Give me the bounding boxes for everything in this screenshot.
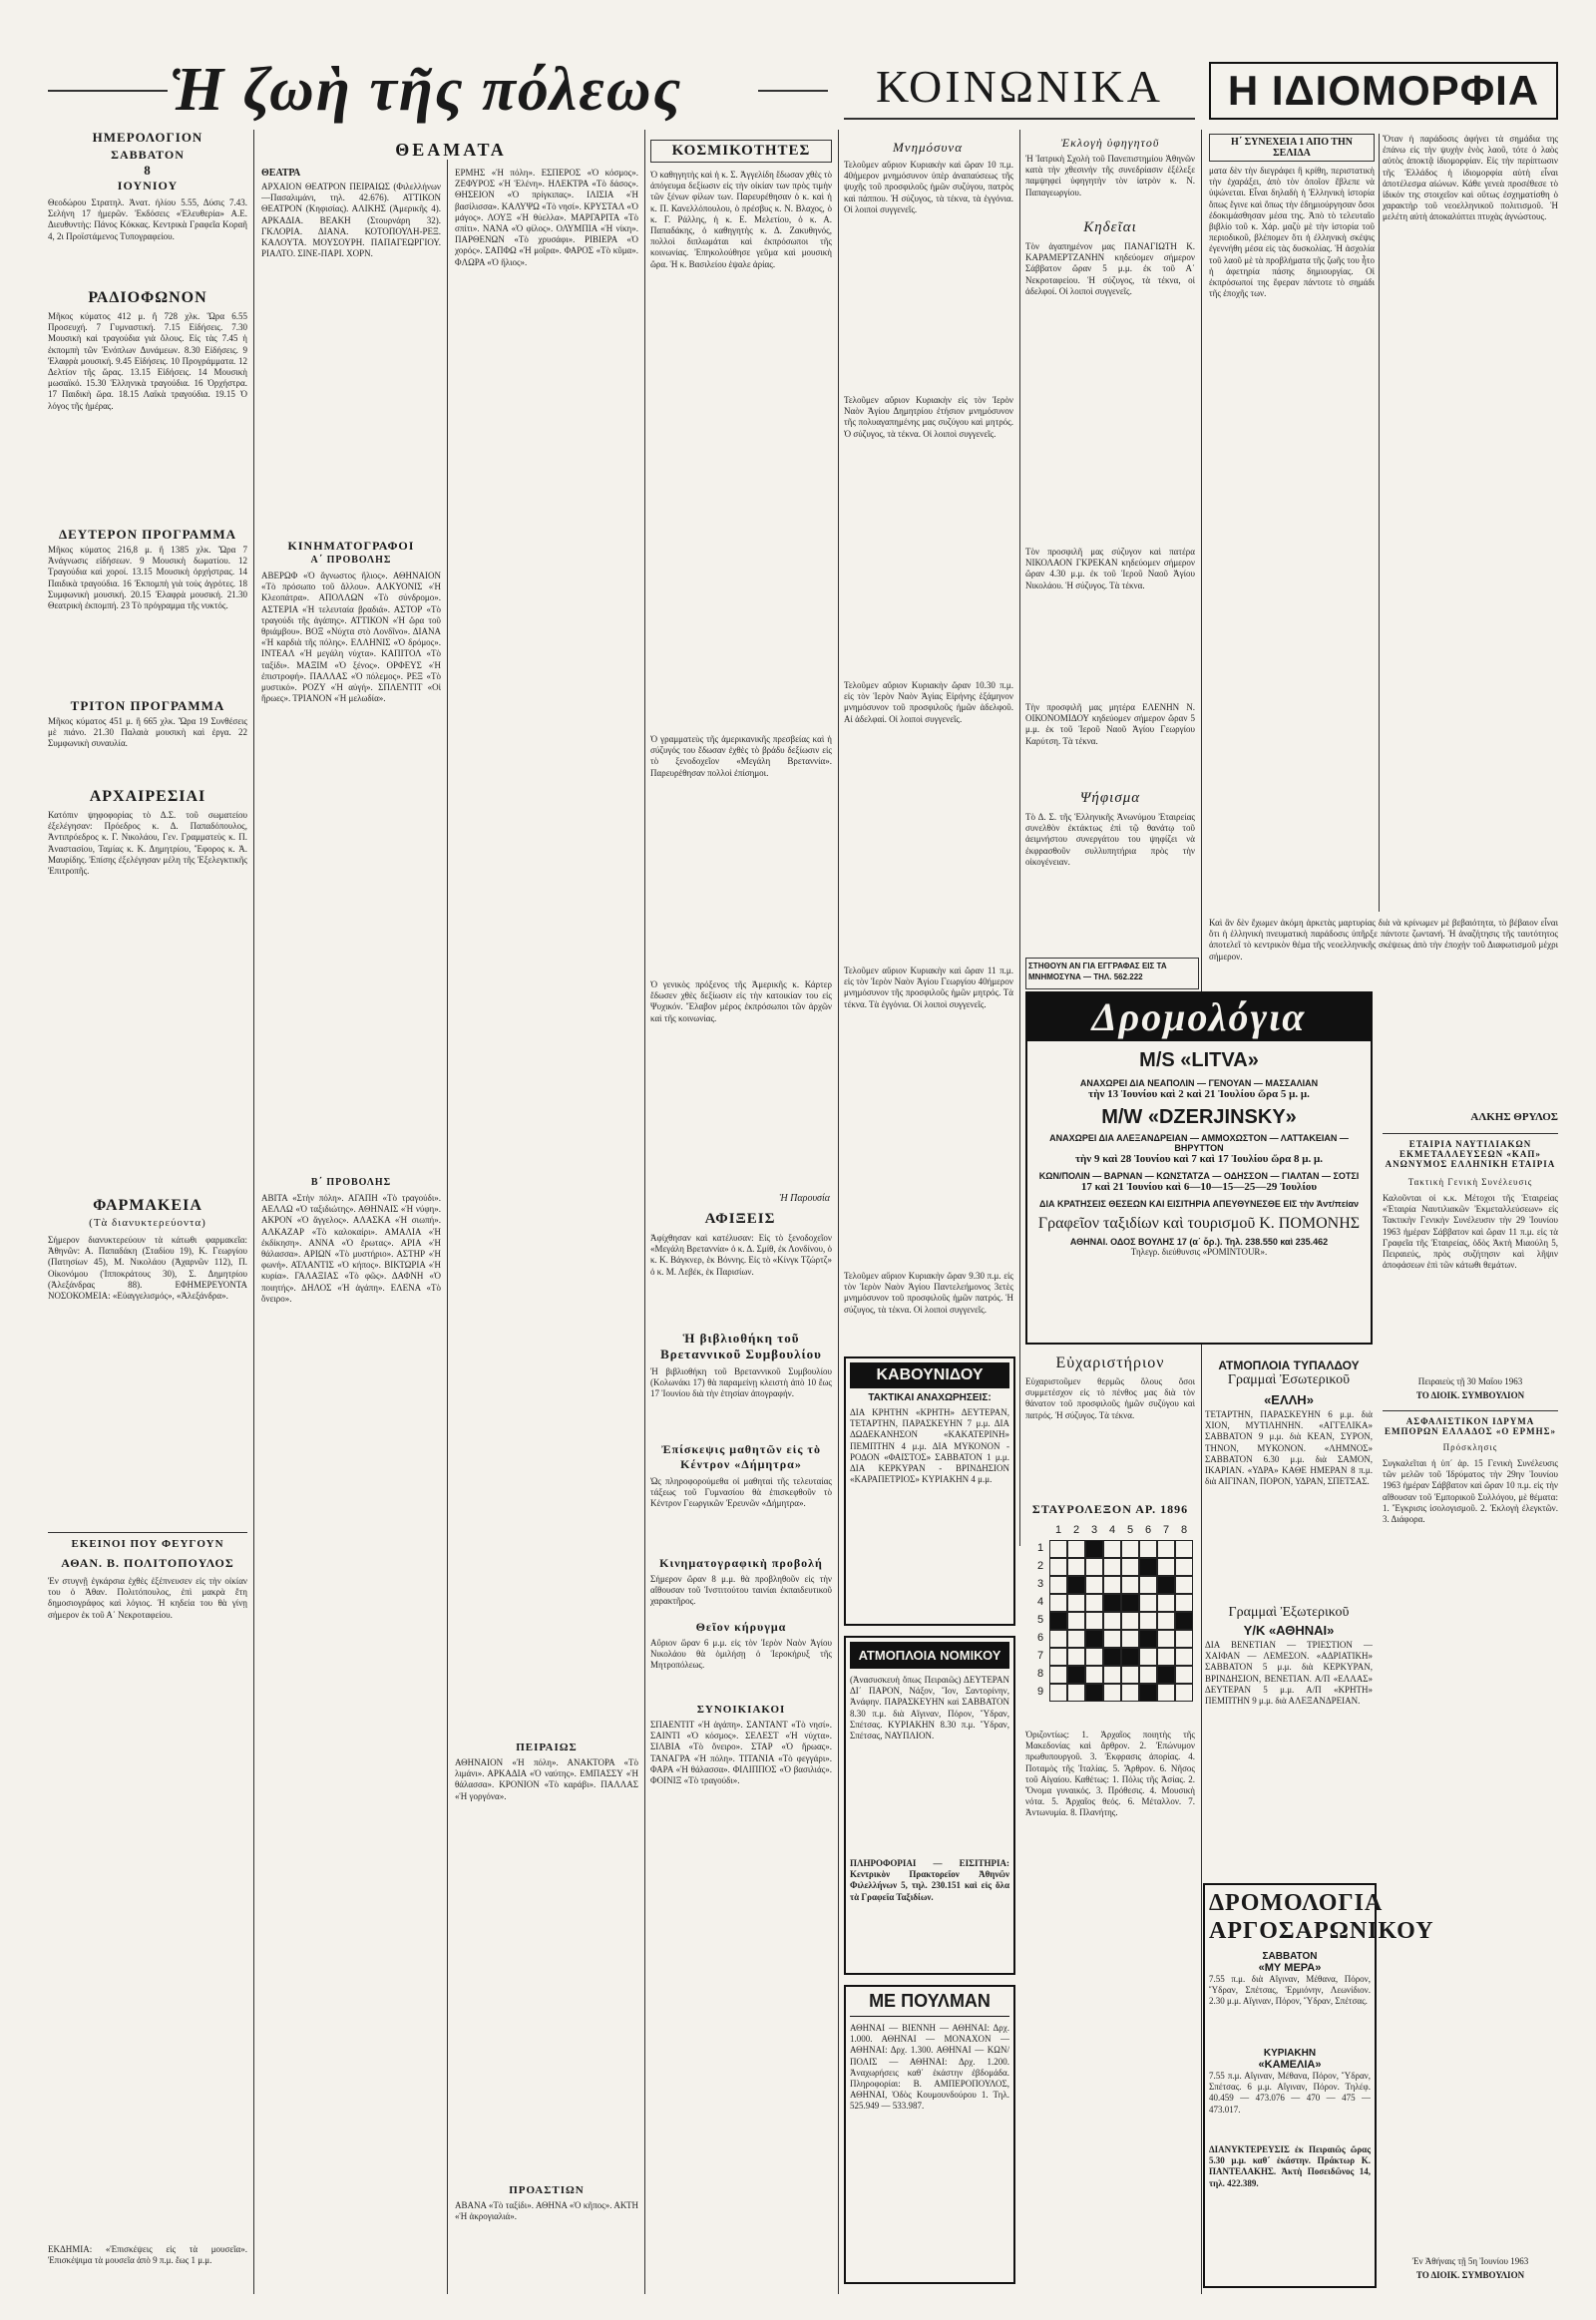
crossword-column-number: 5 [1126, 1524, 1134, 1536]
idiomorfia-heading: Η ΙΔΙΟΜΟΡΦΙΑ [1227, 67, 1540, 114]
crossword-cell [1157, 1612, 1175, 1630]
library-heading: Ἡ βιβλιοθήκη τοῦ Βρεταννικοῦ Συμβουλίου [660, 1331, 822, 1361]
ship1-route: ΑΝΑΧΩΡΕΙ ΔΙΑ ΝΕΑΠΟΛΙΝ — ΓΕΝΟΥΑΝ — ΜΑΣΣΑΛΙΑΝ [1079, 1078, 1319, 1088]
argosaronikou-text1: 7.55 π.μ. διὰ Αἴγιναν, Μέθανα, Πόρον, Ὕδραν, Σπέτσας, Ἑρμιόνην, Λεωνίδιον. 2.30 μ.μ. Αἴγιναν, Πόρον, Ὕδραν, Σπέτσας. [1209, 1974, 1371, 2007]
crossword-cell [1085, 1630, 1103, 1648]
crossword-cell [1049, 1684, 1067, 1702]
spectacles-heading: ΘΕΑΜΑΤΑ [395, 140, 507, 160]
arrivals-text: Ἀφίχθησαν καὶ κατέλυσαν: Εἰς τὸ ξενοδοχεῖον «Μεγάλη Βρεταννία» ὁ κ. Δ. Σμίθ, ἐκ Λονδίνου, ὁ κ. Κ. Βάγκνερ, ἐκ Βόννης. Εἰς τὸ «Κίνγκ Τζώρτζ» ὁ κ. Μ. Λεβέκ, ἐκ Παρισίων. [650, 1233, 832, 1277]
crossword-cell [1103, 1648, 1121, 1666]
col-rule-3 [644, 130, 645, 2294]
pharmacies-heading: ΦΑΡΜΑΚΕΙΑ [93, 1197, 202, 1214]
insurance-heading: ΑΣΦΑΛΙΣΤΙΚΟΝ ΙΔΡΥΜΑ ΕΜΠΟΡΩΝ ΕΛΛΑΔΟΣ «Ο ΕΡΜΗΣ» [1384, 1416, 1557, 1436]
crossword-cell [1157, 1558, 1175, 1576]
crossword-cell [1049, 1594, 1067, 1612]
crossword-column-number: 6 [1144, 1524, 1152, 1536]
crossword-cell [1157, 1630, 1175, 1648]
theatre-text: ΑΡΧΑΙΟΝ ΘΕΑΤΡΟΝ ΠΕΙΡΑΙΩΣ (Φιλελλήνων—Πασαλιμάνι, τηλ. 42.676). ΑΤΤΙΚΟΝ ΘΕΑΤΡΟΝ (Κηφισίας). ΑΛΙΚΗΣ (Ἀμερικῆς 4). ΑΡΚΑΔΙΑ. ΒΕΑΚΗ (Στουρνάρη 32). ΓΚΛΟΡΙΑ. ΔΙΑΝΑ. ΚΟΤΟΠΟΥΛΗ-ΡΕΞ. ΚΑΛΟΥΤΑ. ΜΟΥΣΟΥΡΗ. ΠΑΠΑΓΕΩΡΓΙΟΥ. ΡΙΑΛΤΟ. ΣΙΝΕ-ΠΑΡΙ. ΧΟΡΝ. [261, 182, 441, 259]
crossword-cell [1067, 1558, 1085, 1576]
route3-dates: 17 καὶ 21 Ἰουνίου καὶ 6—10—15—25—29 Ἰουλίου [1080, 1181, 1318, 1193]
company-rule [1383, 1133, 1558, 1134]
crossword-cell [1121, 1630, 1139, 1648]
argosaronikou-text2: 7.55 π.μ. Αἴγιναν, Μέθανα, Πόρον, Ὕδραν, Σπέτσας. 6 μ.μ. Αἴγιναν, Πόρον. Τηλέφ. 40.459 — 473.076 — 470 — 475 — 473.017. [1209, 2071, 1371, 2115]
memorial-text: Τελοῦμεν αὔριον Κυριακὴν καὶ ὥραν 10 π.μ. 40ήμερον μνημόσυνον ὑπὲρ ἀναπαύσεως τῆς ψυχῆς τοῦ προσφιλοῦς ἡμῶν συζύγου, πατρὸς καὶ πάππου. Ἡ σύζυγος, τὰ τέκνα, τὰ ἐγγόνια. Οἱ λοιποὶ συγγενεῖς. [844, 160, 1013, 214]
insurance-rule [1383, 1410, 1558, 1411]
crossword-cell [1103, 1666, 1121, 1684]
visit-heading: Ἐπίσκεψις μαθητῶν εἰς τὸ Κέντρον «Δήμητρα» [661, 1442, 821, 1471]
typaldou-sub: Γραμμαὶ Ἐσωτερικοῦ [1227, 1372, 1351, 1387]
crossword-cell [1067, 1612, 1085, 1630]
second-program-text: Μῆκος κύματος 216,8 μ. ἢ 1385 χλκ. Ὥρα 7 Ἀνάγνωσις εἰδήσεων. 9 Μουσικὴ δωματίου. 12 Τραγούδια καὶ χοροί. 13.15 Μουσικὴ ὀρχήστρας. 14 Παιδικὰ τραγούδια. 16 Ἐκπομπὴ γιὰ τοὺς ἀγρότες. 18 Συμφωνικὴ μουσική. 20.15 Ἐλαφρὰ μουσική. 21.30 Θεατρικὴ ἐκπομπή. 23 Τὸ πρόγραμμα τῆς νυκτός. [48, 545, 247, 611]
calendar-text: Θεοδώρου Στρατηλ. Ἀνατ. ἡλίου 5.55, Δύσις 7.43. Σελήνη 17 ἡμερῶν. Ἐκδόσεις «Ἐλευθερία» Α.Ε. Διευθυντὴς: Πάνος Κόκκας. Κεντρικὰ Γραφεῖα Κοραῆ 4, 2ι Προϊστάμενος Τυπογραφείου. [48, 197, 247, 241]
crossword-row-number: 9 [1036, 1686, 1044, 1698]
sermon-heading: Θεῖον κήρυγμα [695, 1620, 787, 1634]
third-program-text: Μῆκος κύματος 451 μ. ἢ 665 χλκ. Ὥρα 19 Συνθέσεις μὲ πιάνο. 21.30 Παλαιὰ μουσικὴ καὶ ἐργα. 22 Συμφωνικὴ συναυλία. [48, 716, 247, 749]
masthead-left-rule [48, 90, 168, 92]
crossword-cell [1085, 1576, 1103, 1594]
elections-heading: ΑΡΧΑΙΡΕΣΙΑΙ [89, 788, 206, 805]
argosaronikou-day2: ΚΥΡΙΑΚΗΝ [1263, 2048, 1317, 2059]
crossword-cell [1175, 1558, 1193, 1576]
crossword-cell [1157, 1684, 1175, 1702]
col-rule-2a [447, 160, 448, 2294]
ship1-dates: τὴν 13 Ἰουνίου καὶ 2 καὶ 21 Ἰουλίου ὥρα 5 μ. μ. [1088, 1088, 1310, 1100]
poulman-title: ΜΕ ΠΟΥΛΜΑΝ [850, 1991, 1009, 2017]
crossword-cell [1049, 1558, 1067, 1576]
crossword-cell [1103, 1594, 1121, 1612]
crossword-cell [1103, 1612, 1121, 1630]
crossword-cell [1121, 1540, 1139, 1558]
crossword-cell [1175, 1648, 1193, 1666]
crossword-cell [1067, 1540, 1085, 1558]
nomikos-brand: ΑΤΜΟΠΛΟΙΑ ΝΟΜΙΚΟΥ [850, 1642, 1009, 1669]
suburbs-heading: ΠΡΟΑΣΤΙΩΝ [509, 2184, 585, 2196]
crossword-row-numbers [1033, 1540, 1047, 1720]
elections-text: Κατόπιν ψηφοφορίας τὸ Δ.Σ. τοῦ σωματείου ἐξελέγησαν: Πρόεδρος κ. Δ. Παπαδόπουλος, Ἀντιπρόεδρος κ. Γ. Νικολάου, Γεν. Γραμματεὺς κ. Π. Ἀναστασίου, Ταμίας κ. Κ. Δημητρίου, Ἔφορος κ. Ἀ. Μαυρίδης. Ἐπίσης ἐξελέγησαν μέλη τῆς Ἐξελεγκτικῆς Ἐπιτροπῆς. [48, 810, 247, 877]
crossword-cell [1085, 1684, 1103, 1702]
crossword-row-number: 7 [1036, 1650, 1044, 1662]
social-events-heading: ΚΟΣΜΙΚΟΤΗΤΕΣ [650, 140, 832, 163]
kavounidis-ad [844, 1356, 1015, 1626]
suburbs-text: ΑΒΑΝΑ «Τὸ ταξίδι». ΑΘΗΝΑ «Ὁ κῆπος». ΑΚΤΗ «Ἡ ἀκρογιαλιά». [455, 2200, 638, 2222]
idiomorfia-sub: Η΄ ΣΥΝΕΧΕΙΑ 1 ΑΠΟ ΤΗΝ ΣΕΛΙΔΑ [1209, 134, 1375, 162]
insurance-subheading: Πρόσκλησις [1442, 1442, 1498, 1452]
typaldou-sub2: Γραμμαὶ Ἐξωτερικοῦ [1228, 1605, 1350, 1620]
crossword-cell [1157, 1666, 1175, 1684]
crossword-cell [1067, 1594, 1085, 1612]
insurance-date: Ἐν Ἀθήναις τῇ 5η Ἰουνίου 1963 [1411, 2256, 1529, 2266]
crossword-cell [1067, 1630, 1085, 1648]
pharmacies-text: Σήμερον διανυκτερεύουν τὰ κάτωθι φαρμακεῖα: Ἀθηνῶν: Α. Παπαδάκη (Σταδίου 19), Κ. Γεωργίου (Πατησίων 45), Μ. Νικολάου (Ἀχαρνῶν 112), Π. Οἰκονόμου (Ἱπποκράτους 30), Σ. Δημητρίου (Ἀλεξάνδρας 88). ΕΦΗΜΕΡΕΥΟΝΤΑ ΝΟΣΟΚΟΜΕΙΑ: «Εὐαγγελισμός», «Ἀλεξάνδρα». [48, 1235, 247, 1302]
memorial-text-4: Τελοῦμεν αὔριον Κυριακὴν καὶ ὥραν 11 π.μ. εἰς τὸν Ἱερὸν Ναὸν Ἁγίου Γεωργίου 40ήμερον μνημόσυνον τῆς προσφιλοῦς ἡμῶν μητρός. Τὰ τέκνα. Τὰ ἐγγόνια. Οἱ λοιποὶ συγγενεῖς. [844, 966, 1013, 1009]
presence-label: Ἡ Παρουσία [779, 1193, 830, 1204]
crossword-cell [1139, 1576, 1157, 1594]
crossword-cell [1049, 1630, 1067, 1648]
thanks-heading: Εὐχαριστήριον [1055, 1354, 1165, 1371]
route3-line: ΚΩΝ/ΠΟΛΙΝ — ΒΑΡΝΑΝ — ΚΩΝΣΤΑΤΖΑ — ΟΔΗΣΣΟΝ — ΓΙΑΛΤΑΝ — ΣΟΤΣΙ [1038, 1171, 1360, 1181]
crossword-column-numbers [1049, 1524, 1193, 1538]
crossword-row-number: 8 [1036, 1668, 1044, 1680]
dromologia-heading: Δρομολόγια [1027, 993, 1371, 1041]
agency-address: ΑΘΗΝΑΙ. ΟΔΟΣ ΒΟΥΛΗΣ 17 (α΄ ὄρ.). Τηλ. 238.550 καὶ 235.462 [1069, 1237, 1329, 1247]
argosaronikou-ship1: «ΜΥ ΜΕΡΑ» [1258, 1962, 1322, 1974]
crossword-cell [1157, 1540, 1175, 1558]
radio-heading: ΡΑΔΙΟΦΩΝΟΝ [88, 289, 207, 306]
crossword-cell [1175, 1576, 1193, 1594]
social-heading-rule [844, 118, 1195, 120]
crossword-row-number: 1 [1036, 1542, 1044, 1554]
piraeus-text: ΑΘΗΝΑΙΟΝ «Ἡ πόλη». ΑΝΑΚΤΟΡΑ «Τὸ λιμάνι». ΑΡΚΑΔΙΑ «Ὁ ναύτης». ΕΜΠΑΣΣΥ «Ἡ θάλασσα». ΚΡΟΝΙΟΝ «Τὸ καράβι». ΠΑΛΛΑΣ «Ἡ γοργόνα». [455, 1757, 638, 1801]
notice-text: ΣΤΗΘΟΥΝ ΑΝ ΓΙΑ ΕΓΓΡΑΦΑΣ ΕΙΣ ΤΑ ΜΝΗΜΟΣΥΝΑ — ΤΗΛ. 562.222 [1028, 962, 1167, 981]
crossword-cell [1121, 1576, 1139, 1594]
resolution-text: Τὸ Δ. Σ. τῆς Ἑλληνικῆς Ἀνωνύμου Ἐταιρείας συνελθὸν ἐκτάκτως ἐπὶ τῷ θανάτῳ τοῦ ἀειμνήστου συνεργάτου του ψηφίζει νὰ ἐκφρασθοῦν συλλυπητήρια πρὸς τὴν οἰκογένειαν. [1025, 812, 1195, 867]
election-text: Ἡ Ἰατρικὴ Σχολὴ τοῦ Πανεπιστημίου Ἀθηνῶν κατὰ τὴν χθεσινὴν τῆς συνεδρίασιν ἐξέλεξε παμψηφεὶ ὑφηγητὴν τὸν ἰατρὸν κ. Ν. Παπαγεωργίου. [1025, 154, 1195, 197]
nomikos-text: (Ἀνασυσκευὴ ὅπως Πειραιῶς) ΔΕΥΤΕΡΑΝ ΔΙ΄ ΠΑΡΟΝ, Νάξον, Ἴον, Σαντορίνην, Ἀνάφην. ΠΑΡΑΣΚΕΥΗΝ καὶ ΣΑΒΒΑΤΟΝ 8.30 π.μ. διὰ Αἴγιναν, Πόρον, Ὕδραν, Σπέτσας. ΚΥΡΙΑΚΗΝ 8.30 π.μ. Ὕδραν, Σπέτσας, ΝΑΥΠΛΙΟΝ. [850, 1675, 1009, 1741]
crossword-cell [1139, 1612, 1157, 1630]
typaldou-title: ΑΤΜΟΠΛΟΙΑ ΤΥΠΑΛΔΟΥ [1218, 1358, 1360, 1372]
cine-heading: Κινηματογραφικὴ προβολή [659, 1556, 823, 1570]
crossword-cell [1121, 1666, 1139, 1684]
col-rule-1 [253, 130, 254, 2294]
crossword-cell [1067, 1684, 1085, 1702]
masthead-right-rule [758, 90, 828, 92]
social-events-text-2: Ὁ γραμματεὺς τῆς ἀμερικανικῆς πρεσβείας καὶ ἡ σύζυγός του ἔδωσαν ἐχθὲς τὸ βράδυ δεξίωσιν εἰς τὸ ξενοδοχεῖον «Μεγάλη Βρεταννία». Παρευρέθησαν πολλοὶ ἐπίσημοι. [650, 734, 832, 778]
nomikos-ad [844, 1636, 1015, 1975]
crossword-cell [1139, 1630, 1157, 1648]
crossword-cell [1085, 1648, 1103, 1666]
idiomorfia-text-3: Καὶ ἂν δὲν ἔχωμεν ἀκόμη ἀρκετὰς μαρτυρίας διὰ νὰ κρίνωμεν μὲ βεβαιότητα, τὸ βέβαιον εἶναι ὅτι ἡ ἑλληνικὴ πνευματικὴ παράδοσις ὑπῆρξε πάντοτε ζωντανή. Ἡ ἀναζήτησις τῆς ταυτότητος ἀποτελεῖ τὸ κεντρικὸν θέμα τῆς νεοελληνικῆς σκέψεως ἀπὸ τὴν ἐποχὴν τοῦ Διαφωτισμοῦ μέχρι σήμερον. [1209, 918, 1558, 962]
argosaronikou-title: ΔΡΟΜΟΛΟΓΙΑ ΑΡΓΟΣΑΡΩΝΙΚΟΥ [1209, 1890, 1434, 1944]
resolution-heading: Ψήφισμα [1079, 790, 1141, 806]
masthead-title: Ἡ ζωὴ τῆς πόλεως [170, 56, 683, 124]
funerals-text-3: Τὴν προσφιλῆ μας μητέρα ΕΛΕΝΗΝ Ν. ΟΙΚΟΝΟΜΙΔΟΥ κηδεύομεν σήμερον ὥραν 5 μ.μ. ἐκ τοῦ Ἱεροῦ Ναοῦ Ἁγίου Γεωργίου Καρύτση. Τὰ τέκνα. [1025, 702, 1195, 746]
cinema-b-heading: Β΄ ΠΡΟΒΟΛΗΣ [310, 1177, 392, 1188]
calendar-title: ΗΜΕΡΟΛΟΓΙΟΝ [92, 130, 203, 145]
crossword-column-number: 1 [1054, 1524, 1062, 1536]
crossword-cell [1139, 1558, 1157, 1576]
col-rule-5 [1019, 130, 1020, 1546]
crossword-cell [1103, 1630, 1121, 1648]
pharmacies-subheading: (Τὰ διανυκτερεύοντα) [89, 1217, 206, 1229]
typaldou-text2: ΔΙΑ ΒΕΝΕΤΙΑΝ — ΤΡΙΕΣΤΙΟΝ — ΧΑΙΦΑΝ — ΛΕΜΕΣΟΝ. «ΑΔΡΙΑΤΙΚΗ» ΣΑΒΒΑΤΟΝ 5 μ.μ. διὰ ΚΕΡΚΥΡΑΝ, ΒΡΙΝΔΗΣΙΟΝ, ΒΕΝΕΤΙΑΝ. Α/Π «ΕΛΛΑΣ» ΔΕΥΤΕΡΑΝ 5 μ.μ. Α/Π «ΚΡΗΤΗ» ΠΕΜΠΤΗΝ 9 μ.μ. διὰ ΑΛΕΞΑΝΔΡΕΙΑΝ. [1205, 1640, 1373, 1707]
crossword-column-number: 4 [1108, 1524, 1116, 1536]
crossword-cell [1067, 1648, 1085, 1666]
col1-footer: ΕΚΔΗΜΙΑ: «Ἐπισκέψεις εἰς τὰ μουσεῖα». Ἐπισκέψιμα τὰ μουσεῖα ἀπὸ 9 π.μ. ἕως 1 μ.μ. [48, 2244, 247, 2266]
visit-text: Ὡς πληροφορούμεθα οἱ μαθηταὶ τῆς τελευταίας τάξεως τοῦ Γυμνασίου θὰ ἐπισκεφθοῦν τὸ Κέντρον Γεωργικῶν Ἐρευνῶν «Δήμητρα». [650, 1476, 832, 1509]
calendar-day: ΣΑΒΒΑΤΟΝ [111, 148, 185, 162]
company-text: Καλοῦνται οἱ κ.κ. Μέτοχοι τῆς Ἑταιρείας «Ἑταιρία Ναυτιλιακῶν Ἐκμεταλλεύσεων» εἰς Τακτικὴν Γενικὴν Συνέλευσιν τὴν 29 Ἰουνίου 1963 ἡμέραν Σάββατον καὶ ὥραν 11 π.μ. εἰς τὰ Γραφεῖα τῆς Ἑταιρείας, ὁδὸς Ἀκτὴ Μιαούλη 5, Πειραιεύς, πρὸς συζήτησιν καὶ λῆψιν ἀποφάσεων ἐπὶ τῶν κάτωθι θεμάτων. [1383, 1193, 1558, 1271]
funerals-text: Τὸν ἀγαπημένον μας ΠΑΝΑΓΙΩΤΗ Κ. ΚΑΡΑΜΕΡΤΖΑΝΗΝ κηδεύομεν σήμερον Σάββατον ὥραν 5 μ.μ. ἐκ τοῦ Α΄ Νεκροταφείου. Ἡ σύζυγος, τὰ τέκνα, οἱ ἀδελφοί. Οἱ λοιποὶ συγγενεῖς. [1025, 241, 1195, 296]
crossword-cell [1085, 1594, 1103, 1612]
crossword-cell [1103, 1558, 1121, 1576]
funerals-heading: Κηδεῖαι [1083, 219, 1137, 235]
crossword-cell [1103, 1540, 1121, 1558]
library-text: Ἡ βιβλιοθήκη τοῦ Βρεταννικοῦ Συμβουλίου (Κολωνάκι 17) θὰ παραμείνῃ κλειστὴ ἀπὸ 10 ἕως 17 Ἰουνίου διὰ τὴν ἐτησίαν ἀπογραφήν. [650, 1366, 832, 1399]
crossword-heading: ΣΤΑΥΡΟΛΕΞΟΝ ΑΡ. 1896 [1031, 1502, 1189, 1516]
social-events-text-3: Ὁ γενικὸς πρόξενος τῆς Ἀμερικῆς κ. Κάρτερ ἔδωσεν χθὲς δεξίωσιν εἰς τὴν κατοικίαν του εἰς Ψυχικόν. Ἔλαβον μέρος ἐκπρόσωποι τῶν ἀρχῶν καὶ τῆς κοινωνίας. [650, 979, 832, 1023]
depart-heading: ΕΚΕΙΝΟΙ ΠΟΥ ΦΕΥΓΟΥΝ [71, 1538, 224, 1550]
col-rule-4 [838, 130, 839, 2294]
crossword-cell [1139, 1684, 1157, 1702]
kavounidis-sub: ΤΑΚΤΙΚΑΙ ΑΝΑΧΩΡΗΣΕΙΣ: [868, 1392, 992, 1403]
depart-name: ΑΘΑΝ. Β. ΠΟΛΙΤΟΠΟΥΛΟΣ [61, 1556, 234, 1570]
sermon-text: Αὔριον ὥραν 6 μ.μ. εἰς τὸν Ἱερὸν Ναὸν Ἁγίου Νικολάου θὰ ὁμιλήσῃ ὁ Ἱεροκήρυξ τῆς Μητροπόλεως. [650, 1638, 832, 1671]
booking-line: ΔΙΑ ΚΡΑΤΗΣΕΙΣ ΘΕΣΕΩΝ ΚΑΙ ΕΙΣΙΤΗΡΙΑ ΑΠΕΥΘΥΝΕΣΘΕ ΕΙΣ τὴν Ἀντ/πείαν [1038, 1199, 1360, 1209]
idiomorfia-text-1: ματα δὲν τὴν διεγράφει ἢ κρίθη, περιστατικὴ τὴν ἐχαράξει, ἀπὸ τὸν ὁποῖον ἔβλεπε νὰ ὑψώνεται. Εἶναι δηλαδὴ ἡ Ἑλληνικὴ ἱστορία ὅπως ἔγινε καὶ ὅπως τὴν ἐδημιούργησαν ὅσοι ἐδοκιμάσθησαν μέσα της. Ἀπὸ τὸ τελευταῖο βιβλίο τοῦ κ. Χάρ. μαζὺ μὲ τὴν ἱστορία τοῦ περιοδικοῦ, βλέπομεν ὅτι ἡ ἐλληνικὴ σκέψις ἐγεννήθη μέσα εἰς τὰς δυσκολίας. Ἡ ἀσχολία τοῦ λαοῦ μὲ τὰ προβλήματα τῆς ζωῆς του ἦτο ἡ ἀφετηρία πάσης δημιουργίας. Οἱ ἐκπρόσωποί της ἔφεραν πάντοτε τὸ σημάδι τῆς ἐποχῆς των. [1209, 166, 1375, 299]
crossword-cell [1139, 1540, 1157, 1558]
crossword-cell [1085, 1612, 1103, 1630]
cinema-a-heading: Α΄ ΠΡΟΒΟΛΗΣ [310, 555, 392, 566]
argosaronikou-day1: ΣΑΒΒΑΤΟΝ [1262, 1951, 1318, 1962]
second-program-heading: ΔΕΥΤΕΡΟΝ ΠΡΟΓΡΑΜΜΑ [58, 527, 237, 542]
idiomorfia-text-2: Ὅταν ἡ παράδοσις ἀφήνει τὰ σημάδια της ἐπάνω εἰς τὴν ψυχὴν ἑνὸς λαοῦ, τότε ὁ λαὸς αὐτὸς ἀποκτᾷ ἰδιομορφίαν. Εἰς τὴν περίπτωσιν τῆς Ἑλλάδος ἡ ἰδιομορφία αὐτὴ εἶναι ἀποτέλεσμα αἰώνων. Κάθε γενεὰ προσέθεσε τὸ ἰδικόν της στοιχεῖον καὶ οὕτως ἐσχηματίσθη ὁ χαρακτὴρ τοῦ νεοελληνικοῦ πολιτισμοῦ. Ἡ μελέτη αὐτὴ ἀποκαλύπτει πτυχὰς ἀγνώστους. [1383, 134, 1558, 222]
suburban-heading: ΣΥΝΟΙΚΙΑΚΟΙ [696, 1704, 786, 1716]
crossword-cells [1049, 1540, 1193, 1702]
agency-name: Γραφεῖον ταξιδίων καὶ τουρισμοῦ Κ. ΠΟΜΟΝΗΣ [1037, 1215, 1361, 1232]
thanks-text: Εὐχαριστοῦμεν θερμῶς ὅλους ὅσοι συμμετέσχον εἰς τὸ πένθος μας διὰ τὸν θάνατον τοῦ προσφιλοῦς ἡμῶν συζύγου καὶ πατρός. Ἡ σύζυγος. Τὰ τέκνα. [1025, 1376, 1195, 1420]
cine-text: Σήμερον ὥραν 8 μ.μ. θὰ προβληθοῦν εἰς τὴν αἴθουσαν τοῦ Ἰνστιτούτου ταινίαι ἐκπαιδευτικοῦ χαρακτῆρος. [650, 1574, 832, 1607]
ship2-dates: τὴν 9 καὶ 28 Ἰουνίου καὶ 7 καὶ 17 Ἰουλίου ὥρα 8 μ. μ. [1074, 1153, 1324, 1165]
crossword-cell [1085, 1558, 1103, 1576]
memorial-text-3: Τελοῦμεν αὔριον Κυριακὴν ὥραν 10.30 π.μ. εἰς τὸν Ἱερὸν Ναὸν Ἁγίας Εἰρήνης ἑξάμηνον μνημόσυνον τοῦ προσφιλοῦς ἡμῶν ἀδελφοῦ. Αἱ ἀδελφαί. Οἱ λοιποὶ συγγενεῖς. [844, 680, 1013, 724]
argosaronikou-ad [1203, 1883, 1434, 2288]
company-heading: ΕΤΑΙΡΙΑ ΝΑΥΤΙΛΙΑΚΩΝ ΕΚΜΕΤΑΛΛΕΥΣΕΩΝ «ΚΑΠ» ΑΝΩΝΥΜΟΣ ΕΛΛΗΝΙΚΗ ΕΤΑΙΡΙΑ [1385, 1139, 1556, 1169]
crossword-cell [1157, 1594, 1175, 1612]
typaldou-ship: «ΕΛΛΗ» [1264, 1392, 1314, 1407]
crossword-column-number: 3 [1090, 1524, 1098, 1536]
ship2-name: M/W «DZERJINSKY» [1101, 1106, 1297, 1128]
crossword-cell [1139, 1666, 1157, 1684]
depart-rule [48, 1532, 247, 1533]
company-date: Πειραιεὺς τῇ 30 Μαΐου 1963 [1417, 1376, 1523, 1386]
dromologia-box [1025, 991, 1373, 1345]
crossword-column-number: 2 [1072, 1524, 1080, 1536]
calendar-box [48, 130, 247, 259]
crossword-row-number: 4 [1036, 1596, 1044, 1608]
poulman-ad [844, 1985, 1015, 2284]
crossword-cell [1175, 1684, 1193, 1702]
memorial-heading: Μνημόσυνα [892, 140, 964, 155]
memorial-text-5: Τελοῦμεν αὔριον Κυριακὴν ὥραν 9.30 π.μ. εἰς τὸν Ἱερὸν Ναὸν Ἁγίου Παντελεήμονος 3ετὲς μνημόσυνον τοῦ προσφιλοῦς ἡμῶν πατρός. Ἡ σύζυγος, τὰ τέκνα. Οἱ λοιποὶ συγγενεῖς. [844, 1271, 1013, 1315]
crossword-cell [1157, 1648, 1175, 1666]
crossword-column-number: 7 [1162, 1524, 1170, 1536]
crossword-row-number: 2 [1036, 1560, 1044, 1572]
crossword-row-number: 5 [1036, 1614, 1044, 1626]
crossword-cell [1175, 1630, 1193, 1648]
insurance-sign: ΤΟ ΔΙΟΙΚ. ΣΥΜΒΟΥΛΙΟΝ [1415, 2270, 1525, 2280]
crossword-cell [1049, 1576, 1067, 1594]
crossword-cell [1067, 1576, 1085, 1594]
crossword-cell [1121, 1594, 1139, 1612]
crossword-cell [1139, 1594, 1157, 1612]
crossword-cell [1121, 1612, 1139, 1630]
argosaronikou-footer: ΔΙΑΝΥΚΤΕΡΕΥΣΙΣ ἐκ Πειραιῶς ὥρας 5.30 μ.μ. καθ΄ ἑκάστην. Πράκτωρ Κ. ΠΑΝΤΕΛΑΚΗΣ. Ἀκτὴ Ποσειδῶνος 14, τηλ. 422.389. [1209, 2144, 1371, 2188]
ship2-route: ΑΝΑΧΩΡΕΙ ΔΙΑ ΑΛΕΞΑΝΔΡΕΙΑΝ — ΑΜΜΟΧΩΣΤΟΝ — ΛΑΤΤΑΚΕΙΑΝ — ΒΗΡΥΤΤΟΝ [1049, 1133, 1349, 1153]
crossword-column-number: 8 [1180, 1524, 1188, 1536]
suburban-text: ΣΠΑΕΝΤΙΤ «Ἡ ἀγάπη». ΣΑΝΤΑΝΤ «Τὸ νησί». ΣΑΙΝΤΙ «Ὁ κόσμος». ΣΕΛΕΣΤ «Ἡ νύχτα». ΣΙΛΒΙΑ «Τὸ ὄνειρο». ΣΤΑΡ «Ὁ ἥρωας». ΤΑΝΑΓΡΑ «Ἡ πόλη». ΤΙΤΑΝΙΑ «Τὸ φεγγάρι». ΦΑΡΑ «Ἡ θάλασσα». ΦΙΛΙΠΠΟΣ «Ὁ βασιλιάς». ΦΟΙΝΙΞ «Τὸ τραγούδι». [650, 1720, 832, 1786]
arrivals-heading: ΑΦΙΞΕΙΣ [704, 1211, 776, 1227]
company-sign: ΤΟ ΔΙΟΙΚ. ΣΥΜΒΟΥΛΙΟΝ [1415, 1390, 1525, 1400]
typaldou-panel [1201, 1354, 1377, 1873]
cinema-heading: ΚΙΝΗΜΑΤΟΓΡΑΦΟΙ [287, 539, 415, 553]
crossword-cell [1067, 1666, 1085, 1684]
calendar-month: ΙΟΥΝΙΟΥ [117, 179, 179, 193]
insurance-text: Συγκαλεῖται ἡ ὑπ΄ ἀρ. 15 Γενικὴ Συνέλευσις τῶν μελῶν τοῦ Ἰδρύματος τὴν 29ην Ἰουνίου 1963 ἡμέραν Σάββατον καὶ ὥραν 10 π.μ. εἰς τὴν αἴθουσαν τοῦ Ἐμπορικοῦ Συλλόγου, μὲ θέματα: 1. Ἔγκρισις ἰσολογισμοῦ. 2. Ἐκλογὴ ἐλεγκτῶν. 3. Διάφορα. [1383, 1458, 1558, 1525]
crossword-cell [1121, 1558, 1139, 1576]
cinema-c-text: ΕΡΜΗΣ «Ἡ πόλη». ΕΣΠΕΡΟΣ «Ὁ κόσμος». ΖΕΦΥΡΟΣ «Ἡ Ἑλένη». ΗΛΕΚΤΡΑ «Τὸ δάσος». ΘΗΣΕΙΟΝ «Ὁ πρίγκιπας». ΙΛΙΣΙΑ «Ἡ βασίλισσα». ΚΑΛΥΨΩ «Τὸ νησί». ΚΡΥΣΤΑΛ «Ὁ μάγος». ΛΟΥΞ «Ἡ θύελλα». ΜΑΡΓΑΡΙΤΑ «Τὸ σπίτι». ΝΑΝΑ «Ὁ φίλος». ΟΛΥΜΠΙΑ «Ἡ νίκη». ΠΑΡΘΕΝΩΝ «Τὸ χρυσάφι». ΡΙΒΙΕΡΑ «Ὁ χορός». ΣΑΠΦΩ «Ἡ μοῖρα». ΦΑΡΟΣ «Τὸ κῦμα». ΦΛΩΡΑ «Ὁ ἥλιος». [455, 168, 638, 267]
theatre-label: ΘΕΑΤΡΑ [261, 168, 301, 179]
crossword-cell [1049, 1540, 1067, 1558]
crossword-cell [1121, 1684, 1139, 1702]
piraeus-heading: ΠΕΙΡΑΙΩΣ [516, 1741, 578, 1753]
crossword-cell [1103, 1576, 1121, 1594]
cinema-b-text: ΑΒΙΤΑ «Στὴν πόλη». ΑΓΑΠΗ «Τὸ τραγούδι». ΑΕΛΛΩ «Ὁ ταξιδιώτης». ΑΘΗΝΑΙΣ «Ἡ νύφη». ΑΚΡΟΝ «Ὁ ἄγγελος». ΑΛΑΣΚΑ «Ἡ σιωπή». ΑΛΚΑΖΑΡ «Τὸ καλοκαίρι». ΑΜΑΛΙΑ «Ἡ ἐκδίκηση». ΑΝΝΑ «Ὁ ἔρωτας». ΑΡΙΑ «Ἡ θάλασσα». ΑΡΙΩΝ «Τὸ μυστήριο». ΑΣΤΗΡ «Ἡ φωνή». ΑΤΛΑΝΤΙΣ «Ὁ κήπος». ΒΙΚΤΩΡΙΑ «Ἡ κυρία». ΓΑΛΑΞΙΑΣ «Τὸ φῶς». ΔΑΦΝΗ «Ὁ ποιητής». ΔΗΛΟΣ «Ἡ ἀγάπη». ΕΛΕΝΑ «Τὸ ὄνειρο». [261, 1193, 441, 1304]
idiomorfia-author: ΑΛΚΗΣ ΘΡΥΛΟΣ [1470, 1111, 1558, 1123]
crossword-cell [1175, 1666, 1193, 1684]
memorial-text-2: Τελοῦμεν αὔριον Κυριακὴν εἰς τὸν Ἱερὸν Ναὸν Ἁγίου Δημητρίου ἐτήσιον μνημόσυνον τῆς πολυαγαπημένης μας συζύγου καὶ μητρός. Ὁ σύζυγος, τὰ τέκνα. Οἱ λοιποὶ συγγενεῖς. [844, 395, 1013, 439]
kavounidis-text: ΔΙΑ ΚΡΗΤΗΝ «ΚΡΗΤΗ» ΔΕΥΤΕΡΑΝ, ΤΕΤΑΡΤΗΝ, ΠΑΡΑΣΚΕΥΗΝ 7 μ.μ. ΔΙΑ ΔΩΔΕΚΑΝΗΣΟΝ «ΚΑΚΑΤΕΡΙΝΗ» ΠΕΜΠΤΗΝ 4 μ.μ. ΔΙΑ ΜΥΚΟΝΟΝ - ΡΟΔΟΝ «ΦΑΙΣΤΟΣ» ΣΑΒΒΑΤΟΝ 1 μ.μ. ΔΙΑ ΚΕΡΚΥΡΑΝ - ΒΡΙΝΔΗΣΙΟΝ «ΚΑΡΑΠΕΤΡΙΟΣ» ΚΥΡΙΑΚΗΝ 4 μ.μ. [850, 1407, 1009, 1485]
crossword-cell [1157, 1576, 1175, 1594]
nomikos-info: ΠΛΗΡΟΦΟΡΙΑΙ — ΕΙΣΙΤΗΡΙΑ: Κεντρικὸν Πρακτορεῖον Ἀθηνῶν Φιλελλήνων 5, τηλ. 230.151 καὶ εἰς ὅλα τὰ Γραφεῖα Ταξιδίων. [850, 1858, 1009, 1902]
crossword-cell [1049, 1648, 1067, 1666]
argosaronikou-ship2: «ΚΑΜΕΛΙΑ» [1258, 2059, 1322, 2071]
calendar-date: 8 [144, 163, 152, 178]
depart-text: Ἐν στυγνῇ ἐγκάρσια ἐχθὲς ἐξέπνευσεν εἰς τὴν οἰκίαν του ὁ Ἀθαν. Πολιτόπουλος, ἐπὶ μακρὰ ἔτη δημοσιογράφος καὶ λόγιος. Ἡ κηδεία του θὰ γίνῃ σήμερον ἐκ τοῦ Α΄ Νεκροταφείου. [48, 1576, 247, 1620]
agency-telegraph: Τηλεγρ. διεύθυνσις «POMINTOUR». [1130, 1247, 1268, 1257]
kavounidis-brand: ΚΑΒΟΥΝΙΔΟΥ [850, 1362, 1009, 1388]
notice-box [1025, 958, 1199, 989]
crossword-cell [1139, 1648, 1157, 1666]
crossword-cell [1175, 1540, 1193, 1558]
election-heading: Ἐκλογὴ ὑφηγητοῦ [1060, 136, 1160, 150]
typaldou-text: ΤΕΤΑΡΤΗΝ, ΠΑΡΑΣΚΕΥΗΝ 6 μ.μ. διὰ ΧΙΟΝ, ΜΥΤΙΛΗΝΗΝ. «ΑΓΓΕΛΙΚΑ» ΣΑΒΒΑΤΟΝ 9 μ.μ. διὰ ΚΕΑΝ, ΣΥΡΟΝ, ΤΗΝΟΝ, ΜΥΚΟΝΟΝ. «ΛΗΜΝΟΣ» ΣΑΒΒΑΤΟΝ 6.30 μ.μ. διὰ ΣΑΜΟΝ, ΙΚΑΡΙΑΝ. «ΥΔΡΑ» ΚΑΘΕ ΗΜΕΡΑΝ 8 π.μ. διὰ ΑΙΓΙΝΑΝ, ΠΟΡΟΝ, ΥΔΡΑΝ, ΣΠΕΤΣΑΣ. [1205, 1409, 1373, 1487]
social-heading: ΚΟΙΝΩΝΙΚΑ [876, 61, 1163, 112]
typaldou-ship2: Υ/Κ «ΑΘΗΝΑΙ» [1243, 1623, 1335, 1638]
crossword-cell [1085, 1540, 1103, 1558]
crossword-cell [1175, 1612, 1193, 1630]
ship1-name: M/S «LITVA» [1139, 1049, 1259, 1071]
crossword-grid [1033, 1524, 1193, 1724]
social-events-text: Ὁ καθηγητὴς καὶ ἡ κ. Σ. Ἀγγελίδη ἔδωσαν χθὲς τὸ ἀπόγευμα δεξίωσιν εἰς τὴν οἰκίαν των πρὸς τιμὴν τῶν ξένων φίλων των. Παρευρέθησαν ὁ κ. καὶ ἡ κ. Π. Κανελλόπουλου, ὁ πρέσβυς κ. Ν. Βλαχος, ὁ κ. Γ. Ράλλης, ἡ κ. Ε. Μελετίου, ὁ κ. Α. Παπαδάκης, ὁ καθηγητὴς κ. Δ. Ζακυθηνός, πολλοὶ διπλωμάται καὶ ἐκπρόσωποι τῆς κοινωνίας. Ἐπηκολούθησε γεῦμα καὶ μουσικὴ ὥρα. Ἡ κ. Βασιλείου ἐψαλε ἀρίας. [650, 170, 832, 269]
crossword-cell [1085, 1666, 1103, 1684]
crossword-clues: Ὁριζοντίως: 1. Ἀρχαῖος ποιητὴς τῆς Μακεδονίας καὶ ἄρθρον. 2. Ἐπώνυμον πρωθυπουργοῦ. 3. Ἐκφρασις ἀπορίας. 4. Ποταμὸς τῆς Ἰταλίας. 5. Ἄρθρον. 6. Νῆσος τοῦ Αἰγαίου. Καθέτως: 1. Πόλις τῆς Ἀσίας. 2. Ὄνομα γυναικός. 3. Πρόθεσις. 4. Μουσικὴ νότα. 5. Ἀρχαῖος θεός. 6. Μέταλλον. 7. Ἀντωνυμία. 8. Πλανήτης. [1025, 1730, 1195, 1818]
crossword-cell [1121, 1648, 1139, 1666]
col-rule-7 [1379, 134, 1380, 912]
crossword-row-number: 3 [1036, 1578, 1044, 1590]
crossword-cell [1049, 1666, 1067, 1684]
funerals-text-2: Τὸν προσφιλῆ μας σύζυγον καὶ πατέρα ΝΙΚΟΛΑΟΝ ΓΚΡΕΚΑΝ κηδεύομεν σήμερον ὥραν 4.30 μ.μ. ἐκ τοῦ Ἱεροῦ Ναοῦ Ἁγίου Νικολάου. Ἡ σύζυγος. Τὰ τέκνα. [1025, 547, 1195, 590]
crossword-cell [1049, 1612, 1067, 1630]
crossword-row-number: 6 [1036, 1632, 1044, 1644]
crossword-cell [1103, 1684, 1121, 1702]
company-subheading: Τακτικὴ Γενικὴ Συνέλευσις [1407, 1177, 1533, 1187]
crossword-cell [1175, 1594, 1193, 1612]
poulman-text: ΑΘΗΝΑΙ — ΒΙΕΝΝΗ — ΑΘΗΝΑΙ: Δρχ. 1.000. ΑΘΗΝΑΙ — ΜΟΝΑΧΟΝ — ΑΘΗΝΑΙ: Δρχ. 1.300. ΑΘΗΝΑΙ — ΚΩΝ/ΠΟΛΙΣ — ΑΘΗΝΑΙ: Δρχ. 1.200. Ἀναχωρήσεις καθ΄ ἑκάστην ἐβδομάδα. Πληροφορίαι: Β. ΑΜΠΕΡΟΠΟΥΛΟΣ, ΑΘΗΝΑΙ, Ὁδὸς Κουμουνδούρου 1. Τηλ. 525.949 — 533.987. [850, 2023, 1009, 2112]
radio-text: Μῆκος κύματος 412 μ. ἢ 728 χλκ. Ὥρα 6.55 Προσευχή. 7 Γυμναστική. 7.15 Εἰδήσεις. 7.30 Μουσικὴ καὶ τραγούδια γιὰ ὅλους. Εἰς τὰς 7.45 ἡ ἐκπομπὴ τῶν Ἐνόπλων Δυνάμεων. 8.30 Εἰδήσεις. 9 Ἐλαφρὰ μουσική. 9.45 Εἰδήσεις. 10 Προγράμματα. 12 Δελτίον τῆς ὥρας. 13.15 Εἰδήσεις. 14 Μουσικὴ μωσαϊκό. 15.30 Ἑλληνικὰ τραγούδια. 16 Ὀρχήστρα. 17 Παιδικὴ ὥρα. 18.15 Λαϊκὰ τραγούδια. 19.15 Ὁ λόγος τῆς ἡμέρας. [48, 311, 247, 411]
third-program-heading: ΤΡΙΤΟΝ ΠΡΟΓΡΑΜΜΑ [70, 698, 225, 713]
cinema-a-text: ΑΒΕΡΩΦ «Ὁ ἄγνωστος ἥλιος». ΑΘΗΝΑΙΟΝ «Τὸ πρόσωπο τοῦ ἄλλου». ΑΛΚΥΟΝΙΣ «Ἡ Κλεοπάτρα». ΑΠΟΛΛΩΝ «Τὸ σύνδρομο». ΑΣΤΕΡΙΑ «Ἡ τελευταία βραδιά». ΑΣΤΟΡ «Τὸ τραγούδι τῆς ἀγάπης». ΑΤΤΙΚΟΝ «Ἡ ὥρα τοῦ θριάμβου». ΒΟΞ «Νύχτα στὸ Λονδῖνο». ΔΙΑΝΑ «Ἡ καρδιὰ τῆς πόλης». ΕΛΛΗΝΙΣ «Ὁ δρόμος». ΙΝΤΕΑΛ «Ἡ μεγάλη νύχτα». ΚΑΠΙΤΟΛ «Τὸ ταξίδι». ΜΑΞΙΜ «Ὁ ξένος». ΟΡΦΕΥΣ «Ἡ ἐπιστροφή». ΠΑΛΛΑΣ «Ὁ πόλεμος». ΡΕΞ «Τὸ μυστικό». ΡΟΖΥ «Ἡ αὐγή». ΣΠΛΕΝΤΙΤ «Οἱ ἥρωες». ΤΡΙΑΝΟΝ «Ἡ μελωδία». [261, 571, 441, 704]
